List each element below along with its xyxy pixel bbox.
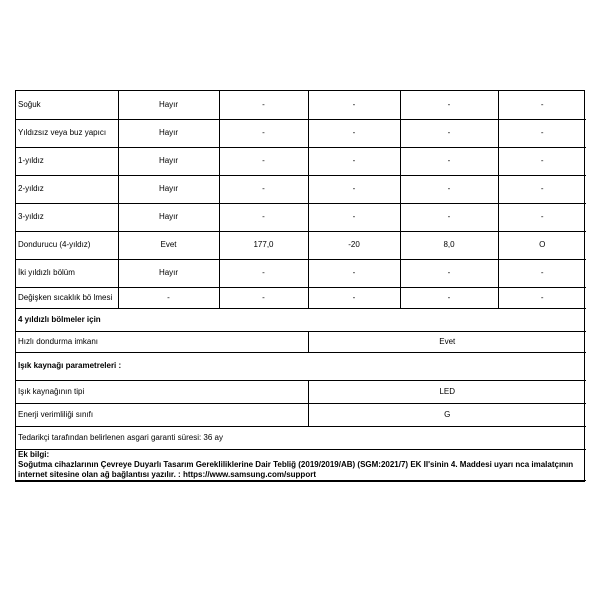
compartment-value-6: - [498,147,586,175]
compartment-exists: Hayır [118,203,219,231]
compartment-table [16,91,586,481]
compartment-value-5: - [400,175,498,203]
extra-info-heading: Ek bilgi: [18,449,50,459]
compartment-value-3: 177,0 [219,231,308,259]
compartment-row [16,259,586,287]
compartment-name: 2-yıldız [16,175,118,203]
compartment-exists: Hayır [118,259,219,287]
compartment-exists: Hayır [118,91,219,119]
compartment-value-3: - [219,287,308,308]
compartment-exists: Hayır [118,147,219,175]
compartment-value-3: - [219,91,308,119]
compartment-name: Değişken sıcaklık bö lmesi [16,287,118,308]
fast-freeze-value: Evet [308,331,586,352]
compartment-value-4: -20 [308,231,400,259]
compartment-value-5: 8,0 [400,231,498,259]
energy-class-value: G [308,403,586,426]
compartment-row [16,287,586,308]
compartment-value-6: - [498,259,586,287]
compartment-name: Yıldızsız veya buz yapıcı [16,119,118,147]
compartment-value-3: - [219,259,308,287]
compartment-row [16,231,586,259]
support-link[interactable]: https://www.samsung.com/support [182,469,316,479]
light-section-title: Işık kaynağı parametreleri : [16,352,586,380]
extra-info-cell [16,449,586,480]
extra-info-body-normal: ine Dair Tebliğ (2019/2019/AB) (SGM:2021/7) EK II'sinin 4. Maddesi uyarı nca imalatçının internet sitesine olan ağ bağlantısı yazılır. : [18,459,574,479]
compartment-name: İki yıldızlı bölüm [16,259,118,287]
compartment-value-4: - [308,203,400,231]
compartment-value-5: - [400,203,498,231]
compartment-exists: - [118,287,219,308]
light-type-label: Işık kaynağının tipi [16,380,308,403]
compartment-value-4: - [308,147,400,175]
compartment-value-4: - [308,91,400,119]
compartment-value-5: - [400,91,498,119]
compartment-exists: Hayır [118,119,219,147]
compartment-value-3: - [219,119,308,147]
compartment-row [16,147,586,175]
compartment-name: 3-yıldız [16,203,118,231]
compartment-value-5: - [400,147,498,175]
compartment-value-3: - [219,147,308,175]
compartment-row [16,175,586,203]
four-star-section-title: 4 yıldızlı bölmeler için [16,308,586,331]
compartment-name: Soğuk [16,91,118,119]
energy-label-table [15,90,585,482]
compartment-row [16,91,586,119]
compartment-value-6: - [498,175,586,203]
compartment-value-6: O [498,231,586,259]
compartment-value-6: - [498,287,586,308]
compartment-value-5: - [400,287,498,308]
compartment-value-6: - [498,91,586,119]
compartment-row [16,203,586,231]
warranty-text: Tedarikçi tarafından belirlenen asgari garanti süresi: 36 ay [16,426,586,449]
compartment-value-5: - [400,259,498,287]
compartment-value-4: - [308,119,400,147]
compartment-value-4: - [308,175,400,203]
compartment-row [16,119,586,147]
compartment-value-6: - [498,203,586,231]
extra-info-body [18,460,584,480]
compartment-value-6: - [498,119,586,147]
light-type-value: LED [308,380,586,403]
compartment-value-4: - [308,287,400,308]
compartment-exists: Evet [118,231,219,259]
compartment-exists: Hayır [118,175,219,203]
extra-info-body-bold: Soğutma cihazlarının Çevreye Duyarlı Tasarım Gereklilikler [18,459,242,469]
compartment-value-3: - [219,203,308,231]
fast-freeze-label: Hızlı dondurma imkanı [16,331,308,352]
compartment-value-5: - [400,119,498,147]
compartment-value-3: - [219,175,308,203]
compartment-value-4: - [308,259,400,287]
energy-class-label: Enerji verimliliği sınıfı [16,403,308,426]
compartment-name: 1-yıldız [16,147,118,175]
compartment-name: Dondurucu (4-yıldız) [16,231,118,259]
